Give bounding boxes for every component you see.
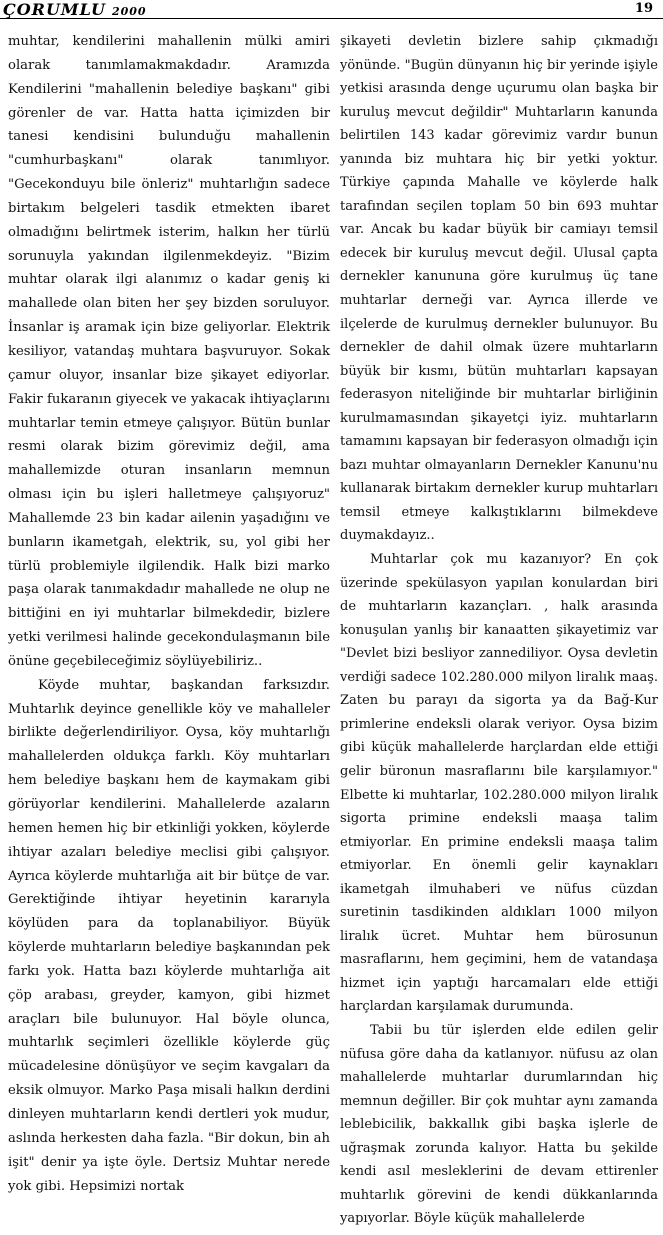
paragraph: şikayeti devletin bizlere sahip çıkmadığı yönünde. "Bugün dünyanın hiç bir yerinde işiyle yetkisi arasında denge uçurumu olan başka bir kuruluş mevcut değildir" Muhtarların kanunda belirtilen 143 kadar görevimiz vardır bunun yanında biz muhtara hiç bir yetki yoktur. Türkiye çapında Mahalle ve köylerde halk tarafından seçilen toplam 50 bin 693 muhtar var. Ancak bu kadar büyük bir camiayı temsil edecek bir kuruluş mevcut değil. Ulusal çapta dernekler kanununa göre kurulmuş üç tane muhtarlar derneği var. Ayrıca illerde ve ilçelerde de kurulmuş dernekler bulunuyor. Bu dernekler de dahil olmak üzere muhtarların büyük bir kısmı, bütün muhtarları kapsayan federasyon niteliğinde bir muhtarlar birliğinin kurulmamasından şikayetçi iyiz. muhtarların tamamını kapsayan bir federasyon olmadığı için bazı muhtar olmayanların Dernekler Kanunu'nu kullanarak birtakım dernekler kurup muhtarları temsil etmeye kalkıştıklarını bilmekdeve duymakdayız..: [340, 34, 658, 544]
right-column: [340, 30, 658, 1231]
paragraph: Muhtarlar çok mu kazanıyor? En çok üzerinde spekülasyon yapılan konulardan biri de muhtarların kazançları. , halk arasında konuşulan yanlış bir kanaatten şikayetimiz var "Devlet bizi besliyor zannediliyor. Oysa devletin verdiği sadece 102.280.000 milyon liralık maaş. Zaten bu parayı da sigorta ya da Bağ-Kur primlerine endeksli olarak veriyor. Oysa bizim gibi küçük mahallelerde harçlardan elde ettiği gelir büronun masraflarını bile karşılamıyor." Elbette ki muhtarlar, 102.280.000 milyon liralık sigorta primine endeksli maaşa talim etmiyorlar. En primine endeksli maaşa talim etmiyorlar. En önemli gelir kaynakları ikametgah ilmuhaberi ve nüfus cüzdan suretinin tasdikinden aldıkları 1000 milyon liralık ücret. Muhtar hem bürosunun masraflarını, hem geçimini, hem de vatandaşa hizmet için yaptığı harcamaları elde ettiği harçlardan karşılamak durumunda.: [340, 552, 658, 1015]
page-header: [0, 0, 663, 20]
paragraph: Tabii bu tür işlerden elde edilen gelir nüfusa göre daha da katlanıyor. nüfusu az olan mahallelerde muhtarlar durumlarından hiç memnun değiller. Bir çok muhtar aynı zamanda leblebicilik, bakkallık gibi başka işlerle de uğraşmak zorunda kalıyor. Hatta bu şekilde kendi asıl mesleklerini de devam ettirenler muhtarlık görevini de kendi dükkanlarında yapıyorlar. Böyle küçük mahallelerde: [340, 1022, 658, 1227]
masthead-title: ÇORUMLU: [3, 0, 106, 19]
paragraph: Köyde muhtar, başkandan farksızdır. Muhtarlık deyince genellikle köy ve mahalleler birlikte değerlendiriliyor. Oysa, köy muhtarlığı mahallelerden oldukça farklı. Köy muhtarları hem belediye başkanı hem de kaymakam gibi görüyorlar kendilerini. Mahallelerde azaların hemen hemen hiç bir etkinliği yokken, köylerde ihtiyar azaları belediye meclisi gibi çalışıyor. Ayrıca köylerde muhtarlığa ait bir bütçe de var. Gerektiğinde ihtiyar heyetinin kararıyla köylüden para da toplanabiliyor. Büyük köylerde muhtarların belediye başkanından pek farkı yok. Hatta bazı köylerde muhtarlığa ait çöp arabası, greyder, kamyon, gibi hizmet araçları bile bulunuyor. Hal böyle olunca, muhtarlık seçimleri özellikle köylerde güç mücadelesine dönüşüyor ve seçim kavgaları da eksik olmuyor. Marko Paşa misali halkın derdini dinleyen muhtarların kendi dertleri yok mudur, aslında herkesten daha fazla. "Bir dokun, bin ah işit" denir ya işte öyle. Dertsiz Muhtar nerede yok gibi. Hepsimizi nortak: [8, 677, 330, 1194]
masthead: [3, 0, 147, 19]
page-number: 19: [634, 1, 653, 16]
masthead-year: 2000: [111, 5, 147, 18]
left-column: [8, 30, 330, 1198]
header-rule: [0, 18, 663, 19]
paragraph: muhtar, kendilerini mahallenin mülki amiri olarak tanımlamakmakdadır. Aramızda Kendilerini "mahallenin belediye başkanı" gibi görenler de var. Hatta hatta içimizden bir tanesi kendisini bulunduğu mahallenin "cumhurbaşkanı" olarak tanımlıyor. "Gecekonduyu bile önleriz" muhtarlığın sadece birtakım belgeleri tasdik etmekten ibaret olmadığını belirtmek isterim, halkın her türlü sorunuyla yakından ilgilenmekdeyiz. "Bizim muhtar olarak ilgi alanımız o kadar geniş ki mahallede olan biten her şey bizden soruluyor. İnsanlar iş aramak için bize geliyorlar. Elektrik kesiliyor, vatandaş muhtara başvuruyor. Sokak çamur oluyor, insanlar bize şikayet ediyorlar. Fakir fukaranın giyecek ve yakacak ihtiyaçlarını muhtarlar temin etmeye çalışıyor. Bütün bunlar resmi olarak bizim görevimiz değil, ama mahallemizde oturan insanların memnun olması için bu işleri halletmeye çalışıyoruz" Mahallemde 23 bin kadar ailenin yaşadığını ve bunların ikametgah, elektrik, su, yol gibi her türlü problemiyle ilgilendik. Halk bizi marko paşa olarak tanımakdadır mahallede ne olup ne bittiğini en iyi muhtarlar bilmekdedir, bizlere yetki verilmesi halinde gecekondulaşmanın bile önüne geçebileceğimiz söylüyebiliriz..: [8, 34, 330, 669]
